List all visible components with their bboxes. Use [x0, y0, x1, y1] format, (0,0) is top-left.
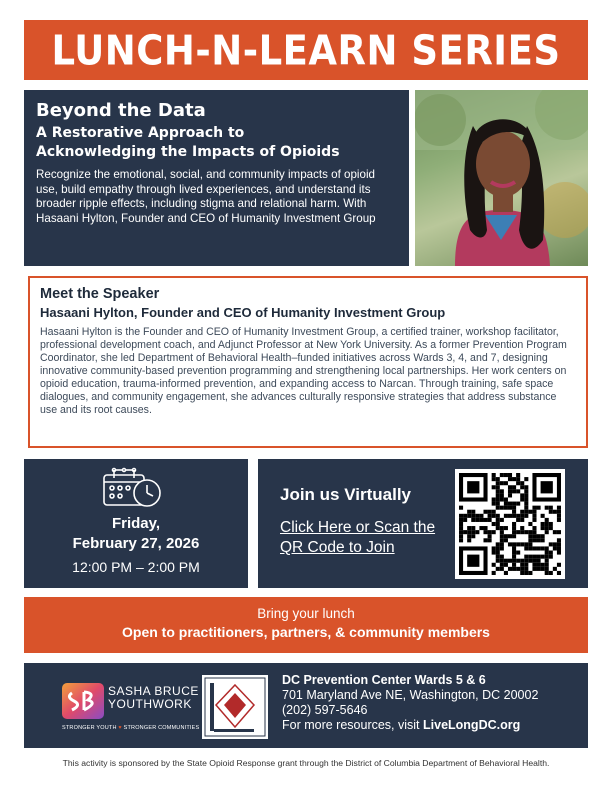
- virtual-heading: Join us Virtually: [280, 485, 412, 504]
- org-name-line2: YOUTHWORK: [108, 697, 192, 711]
- virtual-join-panel: [258, 459, 588, 588]
- center-info: [282, 673, 538, 733]
- session-description: Recognize the emotional, social, and community impacts of opioid use, build empathy through lived experiences, and understand its broader ripple effects, including stigma and relational harm. With Hasaani Hylton, Founder and CEO of Humanity Investment Group: [36, 168, 376, 225]
- sasha-bruce-logo: [62, 683, 104, 719]
- lunch-banner: [24, 597, 588, 653]
- session-title: Beyond the Data: [36, 100, 206, 121]
- lunch-line2: Open to practitioners, partners, & community members: [122, 624, 490, 640]
- org-tagline: [62, 725, 199, 731]
- speaker-photo: [415, 90, 588, 266]
- resources-line: [282, 718, 538, 733]
- speaker-name-title: Hasaani Hylton, Founder and CEO of Humanity Investment Group: [40, 305, 446, 320]
- speaker-panel: [28, 276, 588, 448]
- dc-prevention-center-logo: [202, 675, 268, 739]
- event-day: Friday,: [111, 515, 161, 532]
- resources-link[interactable]: LiveLongDC.org: [423, 718, 521, 732]
- event-date-panel: [24, 459, 248, 588]
- footer-panel: [24, 663, 588, 748]
- calendar-clock-icon: [102, 467, 168, 509]
- qr-code[interactable]: [455, 469, 565, 579]
- center-name: DC Prevention Center Wards 5 & 6: [282, 673, 486, 687]
- sponsor-note: This activity is sponsored by the State Opioid Response grant through the District of Columbia Department of Behavioral Health.: [62, 758, 550, 768]
- join-link[interactable]: Click Here or Scan the QR Code to Join: [280, 519, 436, 556]
- session-subtitle-line1: A Restorative Approach to: [36, 125, 245, 141]
- resources-prefix: For more resources, visit: [282, 718, 420, 732]
- lunch-line1: Bring your lunch: [257, 606, 355, 621]
- heart-icon: ♥: [118, 725, 122, 731]
- page-title: LUNCH-N-LEARN SERIES: [51, 26, 561, 74]
- event-time: 12:00 PM – 2:00 PM: [72, 559, 200, 575]
- event-date: February 27, 2026: [72, 535, 200, 552]
- org-tagline-part1: STRONGER YOUTH: [62, 725, 117, 731]
- title-banner: [24, 20, 588, 80]
- org-name: [108, 685, 199, 711]
- center-phone: (202) 597-5646: [282, 703, 368, 717]
- org-tagline-part2: STRONGER COMMUNITIES: [123, 725, 200, 731]
- center-address: 701 Maryland Ave NE, Washington, DC 20002: [282, 688, 539, 702]
- session-subtitle-line2: Acknowledging the Impacts of Opioids: [36, 144, 340, 160]
- org-name-line1: SASHA BRUCE: [108, 684, 199, 698]
- speaker-heading: Meet the Speaker: [40, 286, 160, 302]
- session-panel: [24, 90, 409, 266]
- speaker-bio: Hasaani Hylton is the Founder and CEO of Humanity Investment Group, a certified trainer, workshop facilitator, professional development coach, and Adjunct Professor at New York University. As a former Prevention Program Coordinator, she led Department of Behavioral Health–funded initiatives across Wards 3, 4, and 7, designing innovative community-based prevention programming and strengthening local partnerships. Her work centers on opioid education, trauma-informed prevention, and expanding access to Narcan. Through training, safe space dialogues, and community engagement, she advances culturally responsive strategies that address substance use and its root causes.: [40, 326, 567, 416]
